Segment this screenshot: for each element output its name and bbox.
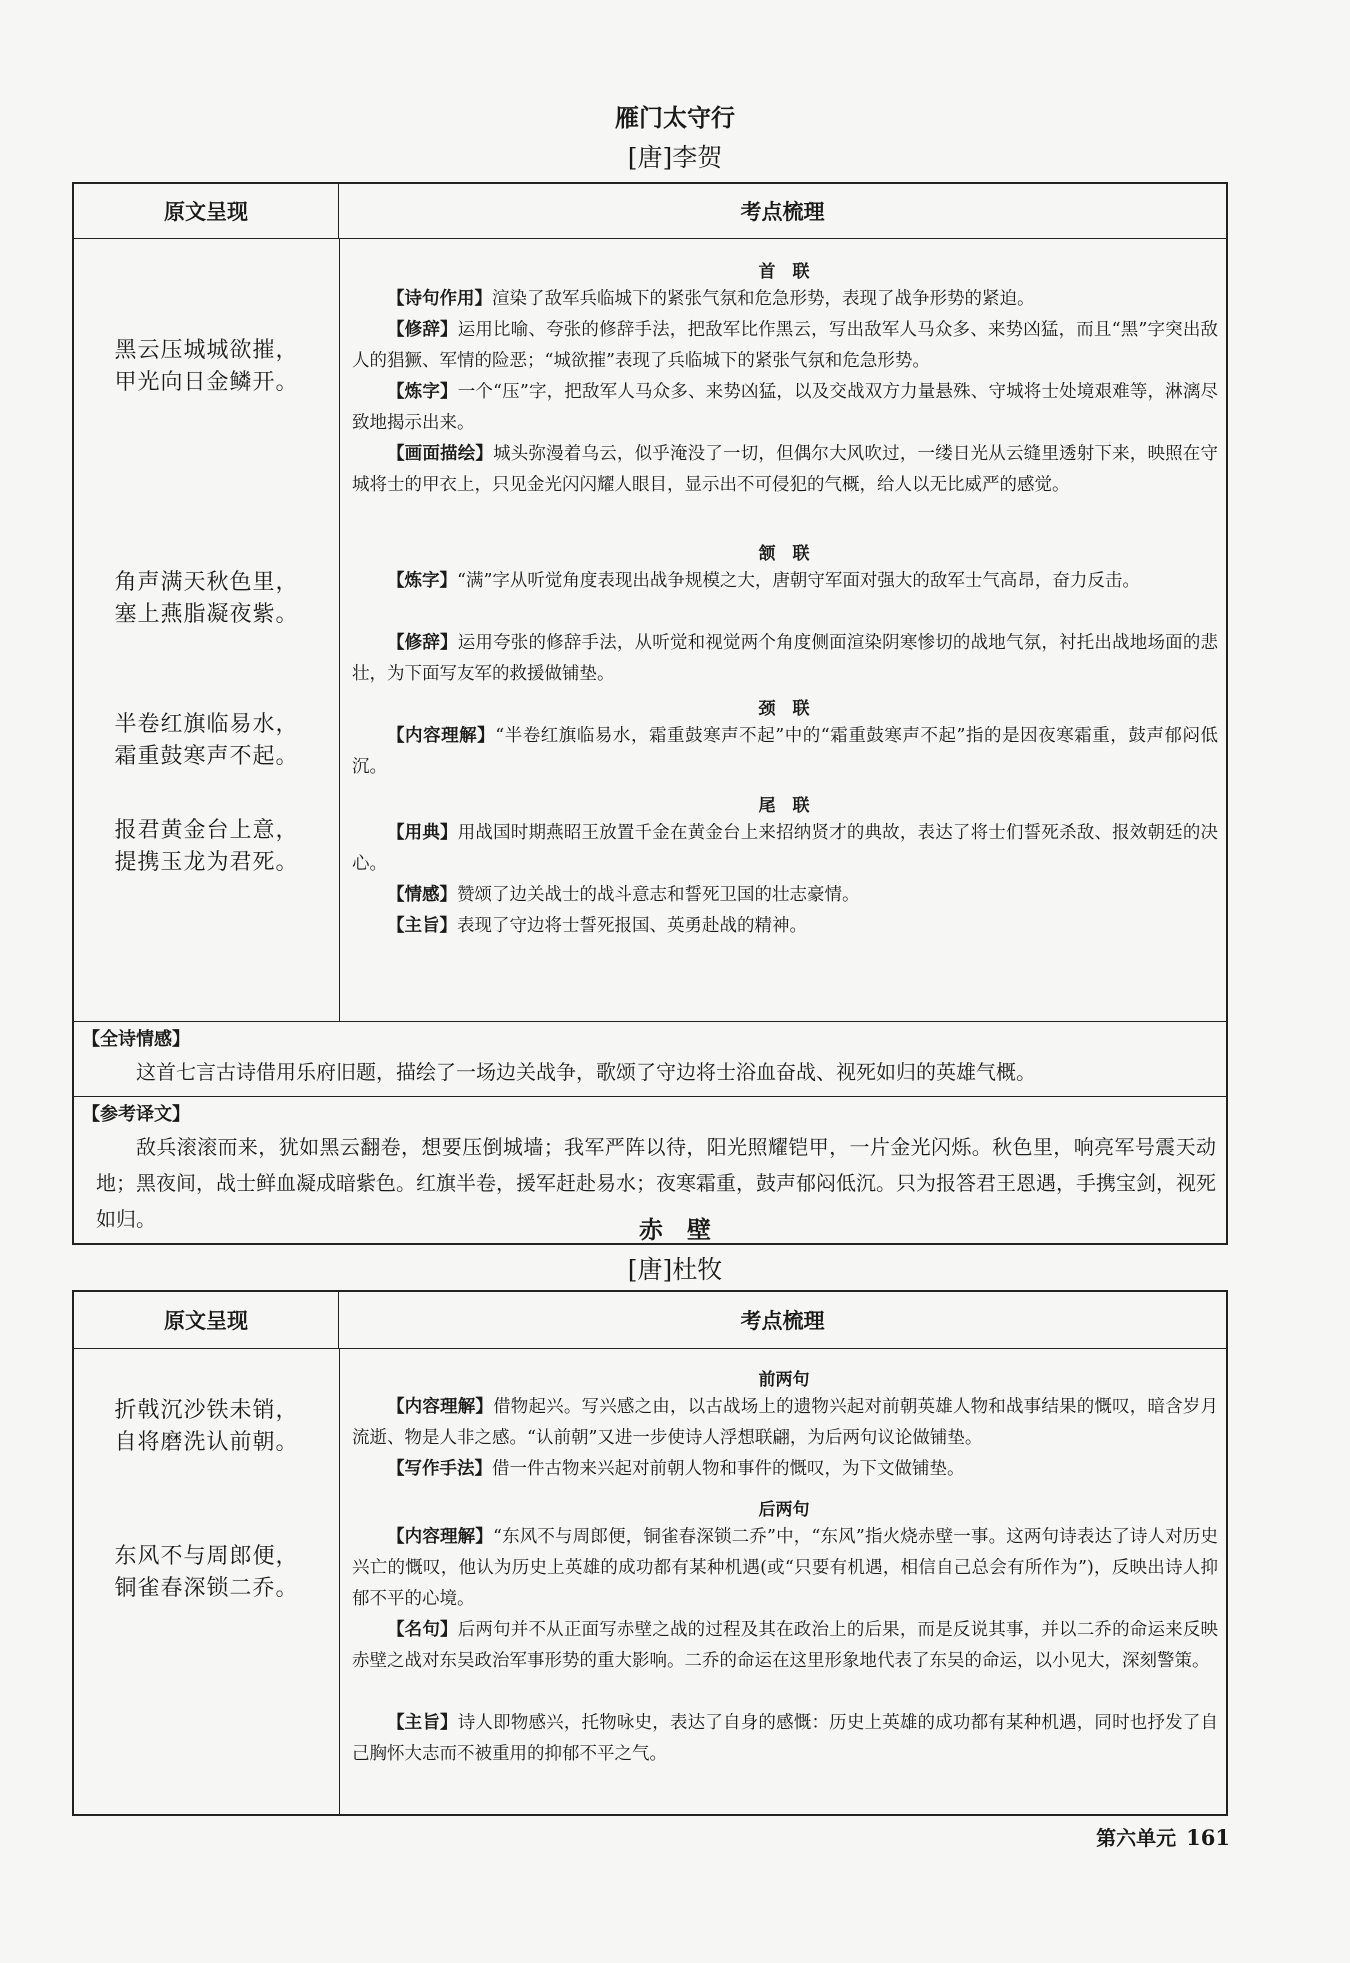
- poem-line: 提携玉龙为君死。: [114, 850, 299, 875]
- note-tag: 【名句】: [387, 1620, 458, 1640]
- analysis-note: [352, 1708, 1218, 1770]
- analysis-note: [352, 377, 1218, 439]
- note-tag: 【诗句作用】: [387, 289, 492, 309]
- note-tag: 【修辞】: [387, 633, 458, 653]
- note-tag: 【写作手法】: [387, 1459, 492, 1479]
- poem-author: [唐]杜牧: [627, 1255, 723, 1284]
- poem-analysis-table: [72, 1290, 1228, 1816]
- unit-label: 第六单元: [1096, 1826, 1177, 1850]
- section-heading: 首 联: [758, 262, 810, 282]
- poem-couplet: [74, 815, 339, 879]
- note-tag: 【内容理解】: [387, 726, 496, 746]
- poem-title: 赤 壁: [639, 1216, 711, 1244]
- poem-couplet: [74, 335, 339, 399]
- note-tag: 【主旨】: [387, 916, 457, 936]
- note-text: 运用比喻、夸张的修辞手法，把敌军比作黑云，写出敌军人马众多、来势凶猛，而且“黑”字突出敌人的猖獗、军情的险恶；“城欲摧”表现了兵临城下的紧张气氛和危急形势。: [352, 320, 1219, 371]
- poem-line: 黑云压城城欲摧，: [114, 338, 299, 363]
- poem-line: 角声满天秋色里，: [114, 570, 299, 595]
- note-tag: 【内容理解】: [387, 1527, 493, 1547]
- poem-analysis-table: [72, 182, 1228, 1245]
- analysis-note: [352, 818, 1218, 880]
- emotion-label: 【全诗情感】: [82, 1029, 190, 1050]
- poem-line: 折戟沉沙铁未销，: [114, 1398, 299, 1423]
- section-heading: 尾 联: [758, 796, 810, 816]
- note-tag: 【修辞】: [387, 320, 458, 340]
- translation-text: 敌兵滚滚而来，犹如黑云翻卷，想要压倒城墙；我军严阵以待，阳光照耀铠甲，一片金光闪烁。秋色里，响亮军号震天动地；黑夜间，战士鲜血凝成暗紫色。红旗半卷，援军赶赴易水；夜寒霜重，鼓声郁闷低沉。只为报答君王恩遇，手携宝剑，视死如归。: [96, 1135, 1216, 1231]
- translation-label: 【参考译文】: [82, 1104, 190, 1125]
- note-tag: 【主旨】: [387, 1713, 458, 1733]
- section-heading: 颔 联: [758, 544, 810, 564]
- poem-title: 雁门太守行: [615, 104, 735, 132]
- note-text: 表现了守边将士誓死报国、英勇赴战的精神。: [457, 916, 807, 936]
- note-tag: 【内容理解】: [387, 1397, 494, 1417]
- note-text: 后两句并不从正面写赤壁之战的过程及其在政治上的后果，而是反说其事，并以二乔的命运来反映赤壁之战对东吴政治军事形势的重大影响。二乔的命运在这里形象地代表了东吴的命运，以小见大，深刻警策。: [352, 1620, 1219, 1671]
- section-heading: 后两句: [758, 1500, 810, 1520]
- analysis-note: [352, 880, 1218, 911]
- note-text: 城头弥漫着乌云，似乎淹没了一切，但偶尔大风吹过，一缕日光从云缝里透射下来，映照在守城将士的甲衣上，只见金光闪闪耀人眼目，显示出不可侵犯的气概，给人以无比威严的感觉。: [352, 444, 1218, 495]
- page-footer: [1096, 1822, 1230, 1851]
- analysis-note: [352, 1454, 1218, 1485]
- note-text: “满”字从听觉角度表现出战争规模之大，唐朝守军面对强大的敌军士气高昂，奋力反击。: [457, 571, 1140, 591]
- note-text: 用战国时期燕昭王放置千金在黄金台上来招纳贤才的典故，表达了将士们誓死杀敌、报效朝廷的决心。: [352, 823, 1219, 874]
- poem-line: 东风不与周郎便，: [114, 1544, 299, 1569]
- header-key-points: 考点梳理: [740, 1309, 825, 1333]
- analysis-note: [352, 439, 1218, 501]
- note-tag: 【用典】: [387, 823, 458, 843]
- note-tag: 【炼字】: [387, 571, 457, 591]
- analysis-note: [352, 911, 1218, 942]
- analysis-note: [352, 721, 1218, 783]
- emotion-text: 这首七言古诗借用乐府旧题，描绘了一场边关战争，歌颂了守边将士浴血奋战、视死如归的英雄气概。: [136, 1060, 1036, 1084]
- poem-line: 报君黄金台上意，: [114, 818, 299, 843]
- note-tag: 【画面描绘】: [387, 444, 494, 464]
- analysis-note: [352, 1615, 1218, 1677]
- poem-couplet: [74, 567, 339, 631]
- poem-line: 铜雀春深锁二乔。: [114, 1576, 299, 1601]
- poem-couplet: [74, 1395, 339, 1459]
- note-text: 渲染了敌军兵临城下的紧张气氛和危急形势，表现了战争形势的紧迫。: [492, 289, 1035, 309]
- analysis-note: [352, 628, 1218, 690]
- header-original-text: 原文呈现: [74, 184, 339, 238]
- poem-line: 甲光向日金鳞开。: [114, 370, 299, 395]
- poem-emotion-section: [74, 1021, 1226, 1096]
- analysis-note: [352, 1392, 1218, 1454]
- note-text: 借物起兴。写兴感之由，以古战场上的遗物兴起对前朝英雄人物和战事结果的慨叹，暗含岁月流逝、物是人非之感。“认前朝”又进一步使诗人浮想联翩，为后两句议论做铺垫。: [352, 1397, 1218, 1448]
- poem-author: [唐]李贺: [627, 143, 723, 172]
- column-divider: [339, 239, 340, 1021]
- header-key-points: 考点梳理: [740, 200, 825, 224]
- table-body: [74, 239, 1226, 1021]
- analysis-note: [352, 1522, 1218, 1615]
- note-text: “东风不与周郎便，铜雀春深锁二乔”中，“东风”指火烧赤壁一事。这两句诗表达了诗人对历史兴亡的慨叹，他认为历史上英雄的成功都有某种机遇(或“只要有机遇，相信自己总会有所作为”)，反映出诗人抑郁不平的心境。: [352, 1527, 1218, 1609]
- section-heading: 颈 联: [758, 699, 810, 719]
- analysis-note: [352, 566, 1218, 597]
- note-tag: 【炼字】: [387, 382, 458, 402]
- poem-line: 半卷红旗临易水，: [114, 712, 299, 737]
- note-text: “半卷红旗临易水，霜重鼓寒声不起”中的“霜重鼓寒声不起”指的是因夜寒霜重，鼓声郁闷低沉。: [352, 726, 1218, 777]
- header-original-text: 原文呈现: [74, 1292, 339, 1348]
- poem-couplet: [74, 709, 339, 773]
- analysis-note: [352, 315, 1218, 377]
- poem-couplet: [74, 1541, 339, 1605]
- table-body: [74, 1349, 1226, 1815]
- poem-line: 自将磨洗认前朝。: [114, 1430, 299, 1455]
- column-divider: [339, 1349, 340, 1815]
- poem-line: 霜重鼓寒声不起。: [114, 744, 299, 769]
- note-text: 赞颂了边关战士的战斗意志和誓死卫国的壮志豪情。: [457, 885, 860, 905]
- analysis-note: [352, 284, 1218, 315]
- note-text: 一个“压”字，把敌军人马众多、来势凶猛，以及交战双方力量悬殊、守城将士处境艰难等，淋漓尽致地揭示出来。: [352, 382, 1219, 433]
- section-heading: 前两句: [758, 1370, 810, 1390]
- page-number: 161: [1186, 1825, 1230, 1850]
- note-text: 借一件古物来兴起对前朝人物和事件的慨叹，为下文做铺垫。: [492, 1459, 965, 1479]
- poem-line: 塞上燕脂凝夜紫。: [114, 602, 299, 627]
- note-text: 诗人即物感兴，托物咏史，表达了自身的感慨：历史上英雄的成功都有某种机遇，同时也抒发了自己胸怀大志而不被重用的抑郁不平之气。: [352, 1713, 1219, 1764]
- table-header: [74, 1292, 1226, 1349]
- table-header: [74, 184, 1226, 239]
- note-tag: 【情感】: [387, 885, 457, 905]
- note-text: 运用夸张的修辞手法，从听觉和视觉两个角度侧面渲染阴寒惨切的战地气氛，衬托出战地场面的悲壮，为下面写友军的救援做铺垫。: [352, 633, 1219, 684]
